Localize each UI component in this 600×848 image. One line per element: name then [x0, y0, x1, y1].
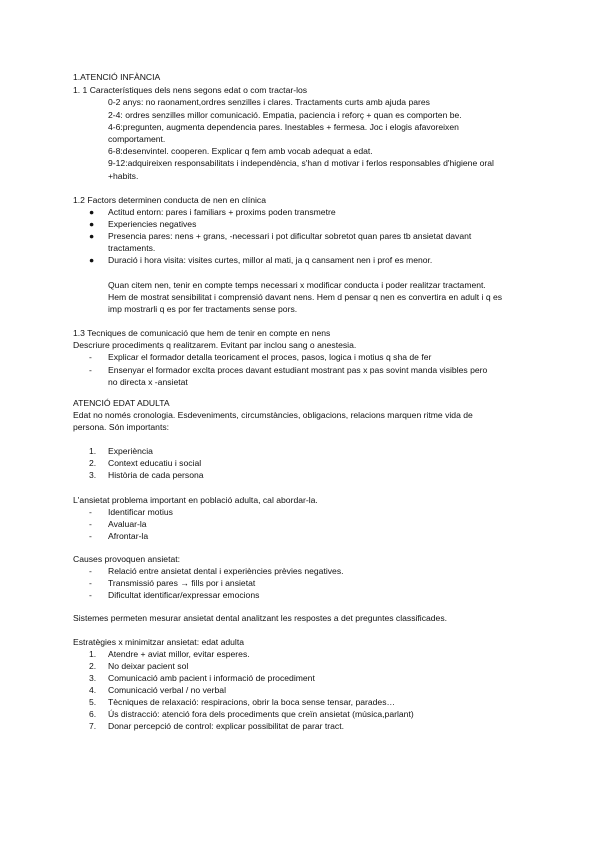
list-number: 4. [89, 685, 97, 695]
list-number: 5. [89, 697, 97, 707]
text-line: L'ansietat problema important en població adulta, cal abordar-la. [73, 495, 318, 505]
list-item: Transmissió pares → fills por i ansietat [108, 578, 256, 588]
dash-icon: - [89, 566, 92, 576]
list-number: 2. [89, 661, 97, 671]
list-item: Comunicació verbal / no verbal [108, 685, 226, 695]
list-item: Relació entre ansietat dental i experiències prèvies negatives. [108, 566, 344, 576]
list-number: 3. [89, 470, 97, 480]
list-item: Comunicació amb pacient i informació de procediment [108, 673, 315, 683]
list-item: Ús distracció: atenció fora dels procediments que creïn ansietat (música,parlant) [108, 709, 414, 719]
list-item: Avaluar-la [108, 519, 147, 529]
list-item: Ensenyar el formador exclta proces davant estudiant mostrant pas x pas sovint manda visibles pero [108, 365, 488, 375]
subsection-title: 1.3 Tecniques de comunicació que hem de tenir en compte en nens [73, 328, 331, 338]
text-line: comportament. [108, 134, 166, 144]
dash-icon: - [89, 590, 92, 600]
text-line: persona. Són importants: [73, 422, 170, 432]
list-item: Donar percepció de control: explicar possibilitat de parar tract. [108, 721, 344, 731]
bullet-icon: ● [89, 219, 95, 229]
dash-icon: - [89, 352, 92, 362]
text-line: Estratègies x minimitzar ansietat: edat adulta [73, 637, 245, 647]
list-number: 1. [89, 446, 97, 456]
subsection-title: 1.2 Factors determinen conducta de nen en clínica [73, 195, 266, 205]
bullet-icon: ● [89, 255, 95, 265]
text-line: 9-12:adquireixen responsabilitats i independència, s'han d motivar i ferlos responsables d'higiene oral [108, 158, 494, 168]
list-item: Tècniques de relaxació: respiracions, obrir la boca sense tensar, parades… [108, 697, 396, 707]
list-item: Identificar motius [108, 507, 173, 517]
list-item: Afrontar-la [108, 531, 149, 541]
list-item-cont: no directa x -ansietat [108, 377, 188, 387]
list-item: Actitud entorn: pares i familiars + proxims poden transmetre [108, 207, 336, 217]
subsection-title: 1. 1 Característiques dels nens segons edat o com tractar-los [73, 85, 308, 95]
list-item: No deixar pacient sol [108, 661, 189, 671]
section-title: ATENCIÓ EDAT ADULTA [73, 398, 170, 408]
dash-icon: - [89, 578, 92, 588]
list-item: Experiència [108, 446, 153, 456]
bullet-icon: ● [89, 231, 95, 241]
list-number: 7. [89, 721, 97, 731]
list-item: Història de cada persona [108, 470, 204, 480]
list-item: Explicar el formador detalla teoricament el proces, pasos, logica i motius q sha de fer [108, 352, 432, 362]
text-line: Edat no només cronologia. Esdeveniments, circumstàncies, obligacions, relacions marquen ritme vida de [73, 410, 473, 420]
list-number: 6. [89, 709, 97, 719]
text-line: imp mostrarli q es por fer tractaments sense pors. [108, 304, 298, 314]
list-item-cont: tractaments. [108, 243, 156, 253]
text-line: Hem de mostrat sensibilitat i comprensió davant nens. Hem d pensar q nen es convertira en adult i q es [108, 292, 503, 302]
text-line: 4-6:pregunten, augmenta dependencia pares. Inestables + fermesa. Joc i elogis afavoreixen [108, 122, 459, 132]
dash-icon: - [89, 531, 92, 541]
text-line: 2-4: ordres senzilles millor comunicació. Empatia, paciencia i reforç + quan es comporten be. [108, 110, 462, 120]
dash-icon: - [89, 507, 92, 517]
list-item: Context educatiu i social [108, 458, 202, 468]
text-line: Quan citem nen, tenir en compte temps necessari x modificar conducta i poder realitzar tractament. [108, 280, 486, 290]
text-line: 0-2 anys: no raonament,ordres senzilles i clares. Tractaments curts amb ajuda pares [108, 97, 430, 107]
text-line: Causes provoquen ansietat: [73, 554, 181, 564]
list-number: 2. [89, 458, 97, 468]
list-item: Duració i hora visita: visites curtes, millor al mati, ja q cansament nen i prof es menor. [108, 255, 433, 265]
section-title: 1.ATENCIÓ INFÀNCIA [73, 72, 161, 82]
text-line: 6-8:desenvintel. cooperen. Explicar q fem amb vocab adequat a edat. [108, 146, 373, 156]
text-line: Sistemes permeten mesurar ansietat dental analitzant les respostes a det preguntes classificades. [73, 613, 448, 623]
list-item: Presencia pares: nens + grans, -necessari i pot dificultar sobretot quan pares tb ansietat davant [108, 231, 472, 241]
text-line: Descriure procediments q realitzarem. Evitant par inclou sang o anestesia. [73, 340, 357, 350]
list-number: 1. [89, 649, 97, 659]
bullet-icon: ● [89, 207, 95, 217]
dash-icon: - [89, 365, 92, 375]
text-line: +habits. [108, 171, 139, 181]
list-item: Dificultat identificar/expressar emocions [108, 590, 260, 600]
list-item: Atendre + aviat millor, evitar esperes. [108, 649, 250, 659]
list-item: Experiencies negatives [108, 219, 197, 229]
list-number: 3. [89, 673, 97, 683]
dash-icon: - [89, 519, 92, 529]
